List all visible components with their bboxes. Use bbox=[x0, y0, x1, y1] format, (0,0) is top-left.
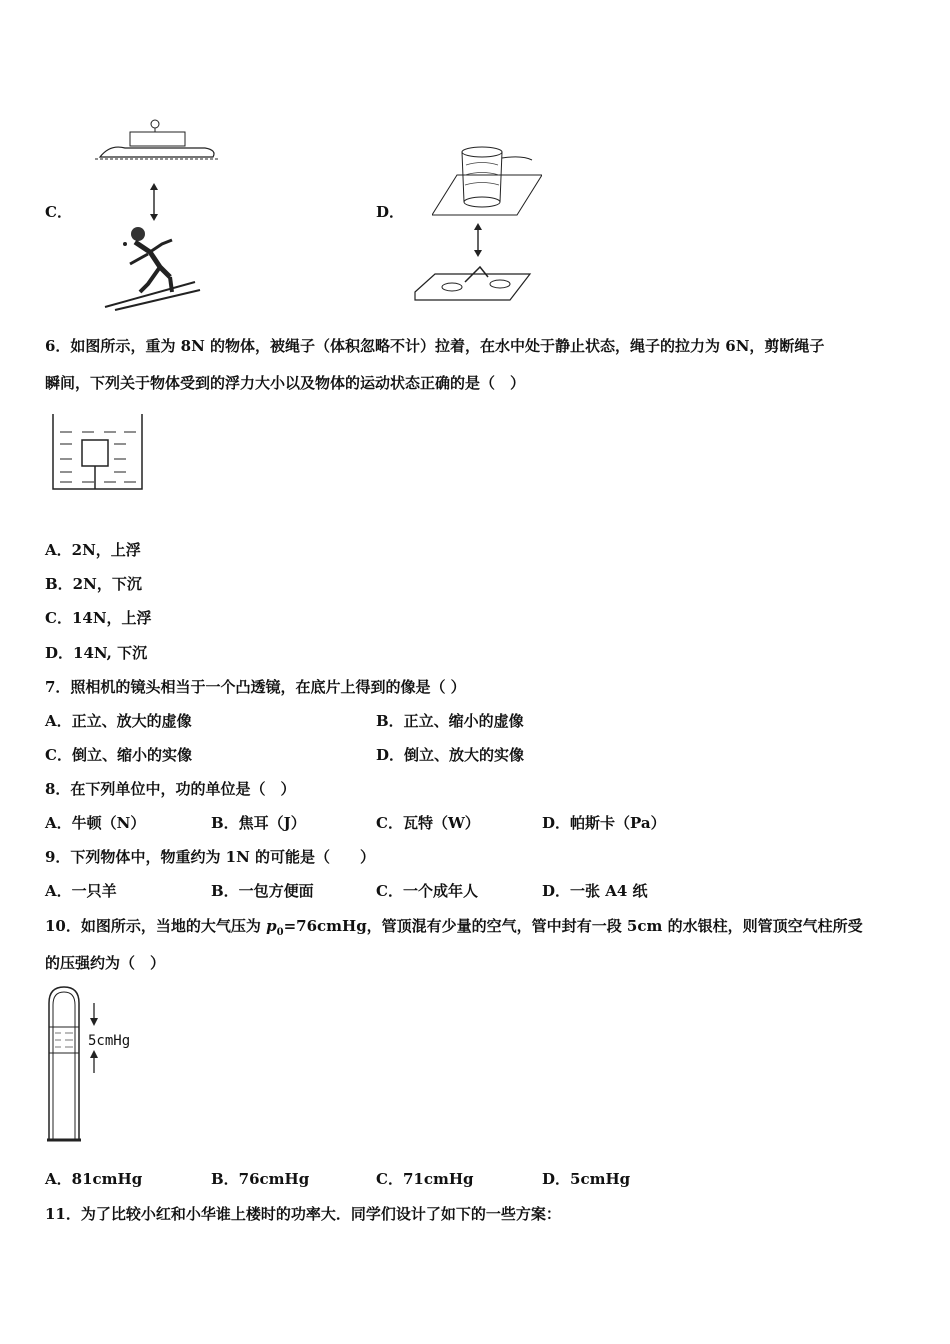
q9-option-d: D．一张 A4 纸 bbox=[542, 882, 648, 900]
q8-option-b: B．焦耳（J） bbox=[211, 814, 306, 832]
q10-option-b: B．76cmHg bbox=[211, 1170, 310, 1188]
q6-option-a: A．2N，上浮 bbox=[45, 541, 141, 559]
q9-stem: 9．下列物体中，物重约为 1N 的可能是（ ） bbox=[45, 848, 376, 866]
figure-5d-cup bbox=[432, 140, 542, 220]
q8-stem: 8．在下列单位中，功的单位是（ ） bbox=[45, 780, 296, 798]
q9-option-b: B．一包方便面 bbox=[211, 882, 314, 900]
q10-option-d: D．5cmHg bbox=[542, 1170, 631, 1188]
figure-5c-tank bbox=[95, 112, 220, 167]
arrow-5d bbox=[472, 222, 484, 258]
q6-stem-line1: 6．如图所示，重为 8N 的物体，被绳子（体积忽略不计）拉着，在水中处于静止状态，绳子的拉力为 6N，剪断绳子 bbox=[45, 337, 825, 355]
q10-p-subscript: 0 bbox=[276, 927, 284, 938]
q10-stem-line2: 的压强约为（ ） bbox=[45, 954, 166, 972]
q9-option-a: A．一只羊 bbox=[45, 882, 117, 900]
q6-option-b: B．2N，下沉 bbox=[45, 575, 142, 593]
q6-option-d: D．14N, 下沉 bbox=[45, 644, 148, 662]
q10-stem-post: =76cmHg，管顶混有少量的空气，管中封有一段 5cm 的水银柱，则管顶空气柱所受 bbox=[283, 917, 863, 935]
q8-option-c: C．瓦特（W） bbox=[376, 814, 480, 832]
q10-option-c: C．71cmHg bbox=[376, 1170, 474, 1188]
q7-option-a: A．正立、放大的虚像 bbox=[45, 712, 192, 730]
q11-stem: 11．为了比较小红和小华谁上楼时的功率大．同学们设计了如下的一些方案： bbox=[45, 1205, 561, 1223]
q8-option-d: D．帕斯卡（Pa） bbox=[542, 814, 666, 832]
option-5d-label: D． bbox=[376, 203, 405, 221]
q8-option-a: A．牛顿（N） bbox=[45, 814, 146, 832]
q7-option-c: C．倒立、缩小的实像 bbox=[45, 746, 192, 764]
arrow-5c bbox=[148, 182, 160, 222]
figure-q6-container bbox=[50, 414, 145, 492]
figure-q10-tube bbox=[44, 985, 84, 1143]
q9-option-c: C．一个成年人 bbox=[376, 882, 478, 900]
q10-figure-label: 5cmHg bbox=[88, 1033, 131, 1049]
option-5c-label: C． bbox=[45, 203, 72, 221]
q7-option-b: B．正立、缩小的虚像 bbox=[376, 712, 524, 730]
q10-stem-pre: 10．如图所示，当地的大气压为 bbox=[45, 917, 267, 935]
q10-option-a: A．81cmHg bbox=[45, 1170, 143, 1188]
figure-5d-stove bbox=[410, 262, 535, 307]
q7-stem: 7．照相机的镜头相当于一个凸透镜，在底片上得到的像是（ ） bbox=[45, 678, 466, 696]
q10-p-symbol: p bbox=[266, 917, 277, 935]
q6-option-c: C．14N，上浮 bbox=[45, 609, 152, 627]
q10-stem-line1 bbox=[45, 916, 863, 943]
q6-stem-line2: 瞬间，下列关于物体受到的浮力大小以及物体的运动状态正确的是（ ） bbox=[45, 374, 526, 392]
q7-option-d: D．倒立、放大的实像 bbox=[376, 746, 525, 764]
figure-5c-skier bbox=[100, 222, 205, 312]
